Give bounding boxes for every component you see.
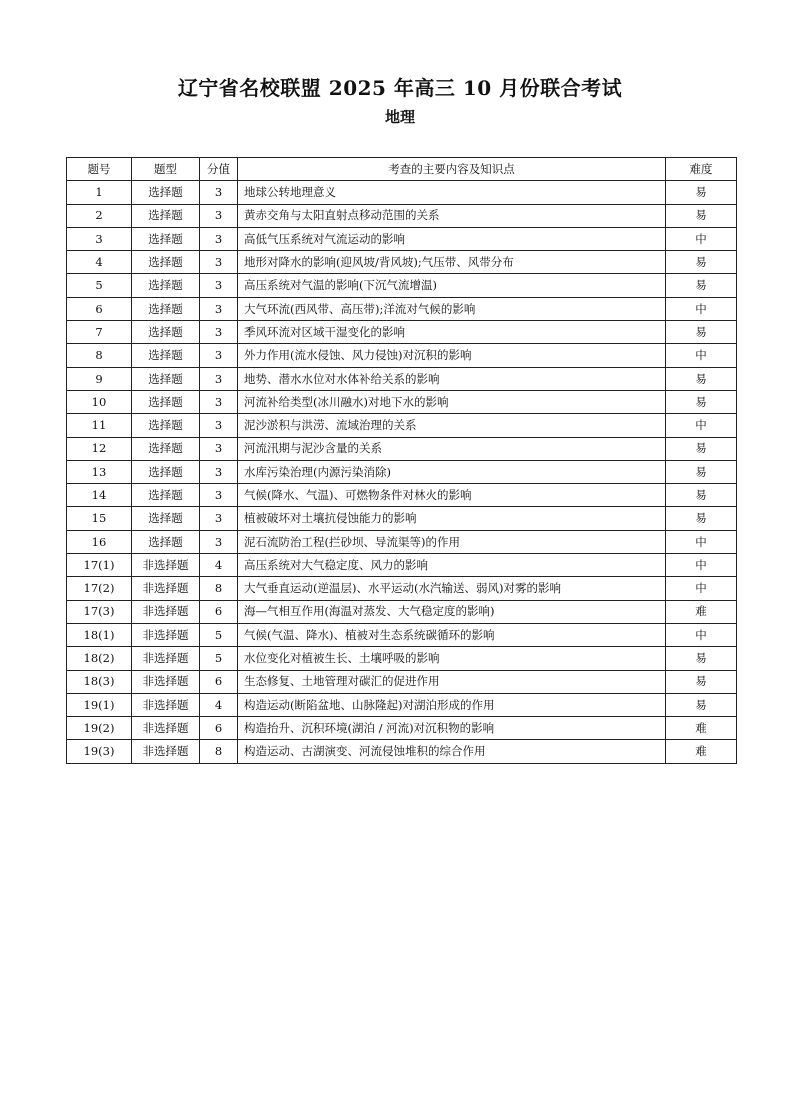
table-row [67,670,737,693]
score-cell: 3 [200,181,238,204]
content-cell: 外力作用(流水侵蚀、风力侵蚀)对沉积的影响 [238,344,666,367]
table-row [67,600,737,623]
difficulty-cell: 易 [666,274,737,297]
question-type-cell: 选择题 [132,297,200,320]
question-number-cell: 11 [67,414,132,437]
content-cell: 泥沙淤积与洪涝、流域治理的关系 [238,414,666,437]
question-number-cell: 17(3) [67,600,132,623]
table-row [67,297,737,320]
question-number-cell: 18(1) [67,623,132,646]
question-type-cell: 非选择题 [132,623,200,646]
score-cell: 3 [200,251,238,274]
table-row [67,623,737,646]
column-header-type: 题型 [132,158,200,181]
question-type-cell: 选择题 [132,181,200,204]
table-row [67,414,737,437]
content-cell: 大气垂直运动(逆温层)、水平运动(水汽输送、弱风)对雾的影响 [238,577,666,600]
difficulty-cell: 易 [666,670,737,693]
difficulty-cell: 难 [666,740,737,763]
content-cell: 河流汛期与泥沙含量的关系 [238,437,666,460]
column-header-content: 考查的主要内容及知识点 [238,158,666,181]
question-type-cell: 非选择题 [132,740,200,763]
question-type-cell: 选择题 [132,227,200,250]
question-type-cell: 非选择题 [132,717,200,740]
question-number-cell: 15 [67,507,132,530]
content-cell: 气候(降水、气温)、可燃物条件对林火的影响 [238,484,666,507]
score-cell: 3 [200,390,238,413]
question-number-cell: 2 [67,204,132,227]
content-cell: 地势、潜水水位对水体补给关系的影响 [238,367,666,390]
difficulty-cell: 中 [666,297,737,320]
table-row [67,530,737,553]
table-row [67,717,737,740]
question-number-cell: 17(2) [67,577,132,600]
difficulty-cell: 中 [666,414,737,437]
score-cell: 3 [200,530,238,553]
question-number-cell: 3 [67,227,132,250]
difficulty-cell: 易 [666,693,737,716]
score-cell: 3 [200,437,238,460]
table-row [67,321,737,344]
score-cell: 6 [200,717,238,740]
question-number-cell: 13 [67,460,132,483]
content-cell: 大气环流(西风带、高压带);洋流对气候的影响 [238,297,666,320]
table-row [67,227,737,250]
content-cell: 水位变化对植被生长、土壤呼吸的影响 [238,647,666,670]
question-number-cell: 8 [67,344,132,367]
score-cell: 4 [200,554,238,577]
question-number-cell: 19(1) [67,693,132,716]
question-number-cell: 12 [67,437,132,460]
table-row [67,507,737,530]
question-type-cell: 非选择题 [132,670,200,693]
question-number-cell: 9 [67,367,132,390]
difficulty-cell: 易 [666,367,737,390]
question-type-cell: 选择题 [132,251,200,274]
table-row [67,484,737,507]
difficulty-cell: 易 [666,507,737,530]
table-row [67,554,737,577]
difficulty-cell: 中 [666,577,737,600]
question-number-cell: 18(3) [67,670,132,693]
question-type-cell: 非选择题 [132,577,200,600]
score-cell: 3 [200,321,238,344]
difficulty-cell: 易 [666,390,737,413]
column-header-number: 题号 [67,158,132,181]
table-row [67,367,737,390]
table-row [67,204,737,227]
content-cell: 地球公转地理意义 [238,181,666,204]
difficulty-cell: 易 [666,484,737,507]
subject-title: 地理 [384,108,415,126]
table-row [67,647,737,670]
difficulty-cell: 中 [666,530,737,553]
score-cell: 4 [200,693,238,716]
content-cell: 季风环流对区域干湿变化的影响 [238,321,666,344]
difficulty-cell: 中 [666,344,737,367]
table-row [67,390,737,413]
table-header-row [67,158,737,181]
question-number-cell: 16 [67,530,132,553]
difficulty-cell: 易 [666,181,737,204]
question-type-cell: 非选择题 [132,600,200,623]
table-row [67,344,737,367]
question-number-cell: 14 [67,484,132,507]
question-number-cell: 5 [67,274,132,297]
table-row [67,251,737,274]
question-type-cell: 选择题 [132,507,200,530]
content-cell: 气候(气温、降水)、植被对生态系统碳循环的影响 [238,623,666,646]
score-cell: 3 [200,460,238,483]
difficulty-cell: 易 [666,437,737,460]
content-cell: 黄赤交角与太阳直射点移动范围的关系 [238,204,666,227]
difficulty-cell: 难 [666,717,737,740]
question-type-cell: 选择题 [132,344,200,367]
question-number-cell: 4 [67,251,132,274]
content-cell: 生态修复、土地管理对碳汇的促进作用 [238,670,666,693]
question-type-cell: 非选择题 [132,647,200,670]
score-cell: 8 [200,577,238,600]
column-header-difficulty: 难度 [666,158,737,181]
question-type-cell: 选择题 [132,321,200,344]
question-type-cell: 非选择题 [132,554,200,577]
question-number-cell: 10 [67,390,132,413]
question-number-cell: 7 [67,321,132,344]
question-number-cell: 19(3) [67,740,132,763]
question-type-cell: 非选择题 [132,693,200,716]
difficulty-cell: 难 [666,600,737,623]
score-cell: 3 [200,344,238,367]
content-cell: 高压系统对气温的影响(下沉气流增温) [238,274,666,297]
question-number-cell: 6 [67,297,132,320]
difficulty-cell: 易 [666,204,737,227]
table-row [67,577,737,600]
question-number-cell: 1 [67,181,132,204]
difficulty-cell: 中 [666,227,737,250]
difficulty-cell: 易 [666,251,737,274]
content-cell: 海—气相互作用(海温对蒸发、大气稳定度的影响) [238,600,666,623]
content-cell: 高低气压系统对气流运动的影响 [238,227,666,250]
difficulty-cell: 中 [666,554,737,577]
table-row [67,693,737,716]
question-type-cell: 选择题 [132,204,200,227]
table-row [67,740,737,763]
score-cell: 8 [200,740,238,763]
score-cell: 6 [200,600,238,623]
score-cell: 3 [200,507,238,530]
table-body [67,181,737,763]
question-type-cell: 选择题 [132,414,200,437]
table-row [67,274,737,297]
content-cell: 构造抬升、沉积环境(湖泊 / 河流)对沉积物的影响 [238,717,666,740]
question-type-cell: 选择题 [132,274,200,297]
question-type-cell: 选择题 [132,367,200,390]
difficulty-cell: 中 [666,623,737,646]
score-cell: 3 [200,414,238,437]
score-cell: 3 [200,274,238,297]
difficulty-cell: 易 [666,647,737,670]
content-cell: 泥石流防治工程(拦砂坝、导流渠等)的作用 [238,530,666,553]
difficulty-cell: 易 [666,321,737,344]
score-cell: 6 [200,670,238,693]
score-cell: 3 [200,367,238,390]
content-cell: 构造运动、古湖演变、河流侵蚀堆积的综合作用 [238,740,666,763]
score-cell: 5 [200,623,238,646]
content-cell: 构造运动(断陷盆地、山脉隆起)对湖泊形成的作用 [238,693,666,716]
content-cell: 河流补给类型(冰川融水)对地下水的影响 [238,390,666,413]
score-cell: 3 [200,227,238,250]
content-cell: 植被破坏对土壤抗侵蚀能力的影响 [238,507,666,530]
table-row [67,437,737,460]
question-type-cell: 选择题 [132,530,200,553]
score-cell: 3 [200,204,238,227]
question-number-cell: 18(2) [67,647,132,670]
exam-spec-table [66,157,737,764]
content-cell: 水库污染治理(内源污染消除) [238,460,666,483]
page-title: 辽宁省名校联盟 2025 年高三 10 月份联合考试 [177,76,623,100]
question-type-cell: 选择题 [132,437,200,460]
column-header-score: 分值 [200,158,238,181]
content-cell: 地形对降水的影响(迎风坡/背风坡);气压带、风带分布 [238,251,666,274]
table-row [67,460,737,483]
question-type-cell: 选择题 [132,484,200,507]
question-number-cell: 19(2) [67,717,132,740]
score-cell: 5 [200,647,238,670]
table-row [67,181,737,204]
difficulty-cell: 易 [666,460,737,483]
question-type-cell: 选择题 [132,460,200,483]
content-cell: 高压系统对大气稳定度、风力的影响 [238,554,666,577]
score-cell: 3 [200,484,238,507]
question-number-cell: 17(1) [67,554,132,577]
score-cell: 3 [200,297,238,320]
question-type-cell: 选择题 [132,390,200,413]
